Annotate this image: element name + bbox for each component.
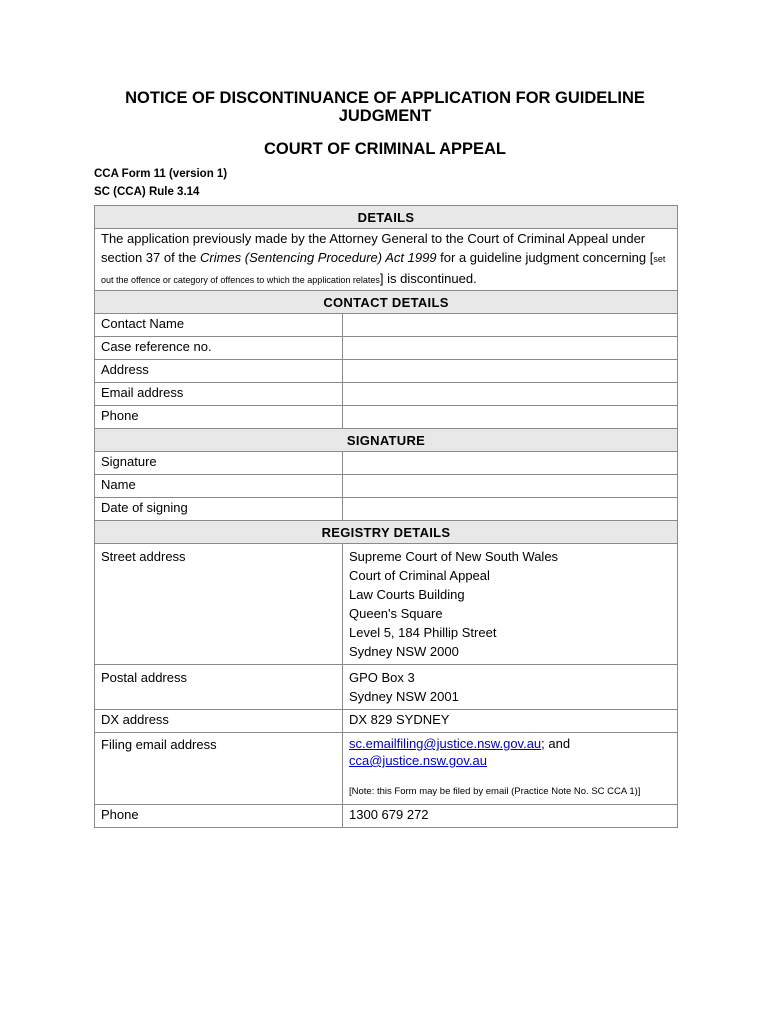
- court-name: COURT OF CRIMINAL APPEAL: [264, 140, 506, 158]
- date-of-signing-field[interactable]: [343, 498, 678, 521]
- signature-field[interactable]: [343, 452, 678, 475]
- case-reference-label: Case reference no.: [95, 337, 343, 360]
- address-label: Address: [95, 360, 343, 383]
- date-of-signing-label: Date of signing: [95, 498, 343, 521]
- name-label: Name: [95, 475, 343, 498]
- street-line: Sydney NSW 2000: [349, 644, 459, 659]
- filing-email-value: [343, 733, 678, 805]
- phone-field[interactable]: [343, 406, 678, 429]
- details-text-1: The application previously made by the Attorney General to the Court of Criminal Appeal under section 37 of the: [101, 231, 646, 265]
- registry-phone-value: 1300 679 272: [343, 805, 678, 828]
- case-reference-field[interactable]: [343, 337, 678, 360]
- registry-phone-label: Phone: [95, 805, 343, 828]
- postal-line: GPO Box 3: [349, 670, 415, 685]
- form-table: [94, 205, 678, 828]
- email-note: [Note: this Form may be filed by email (Practice Note No. SC CCA 1)]: [349, 786, 641, 797]
- rule-reference: SC (CCA) Rule 3.14: [94, 186, 200, 198]
- offence-placeholder[interactable]: set out the offence or category of offences to which the application relates: [101, 254, 666, 285]
- form-title: NOTICE OF DISCONTINUANCE OF APPLICATION FOR GUIDELINE JUDGMENT: [125, 89, 645, 125]
- address-field[interactable]: [343, 360, 678, 383]
- street-address-value: [343, 544, 678, 665]
- postal-address-value: [343, 665, 678, 710]
- email-address-field[interactable]: [343, 383, 678, 406]
- contact-name-label: Contact Name: [95, 314, 343, 337]
- details-paragraph: [95, 229, 678, 291]
- filing-email-label: Filing email address: [95, 733, 343, 805]
- signature-label: Signature: [95, 452, 343, 475]
- contact-name-field[interactable]: [343, 314, 678, 337]
- form-number: CCA Form 11 (version 1): [94, 168, 228, 180]
- email-address-label: Email address: [95, 383, 343, 406]
- street-line: Level 5, 184 Phillip Street: [349, 625, 497, 640]
- street-line: Supreme Court of New South Wales: [349, 549, 559, 564]
- email-separator: ; and: [541, 736, 571, 751]
- dx-address-label: DX address: [95, 710, 343, 733]
- phone-label: Phone: [95, 406, 343, 429]
- postal-line: Sydney NSW 2001: [349, 689, 459, 704]
- name-field[interactable]: [343, 475, 678, 498]
- filing-email-link[interactable]: sc.emailfiling@justice.nsw.gov.au: [349, 736, 542, 751]
- contact-details-header: CONTACT DETAILS: [95, 291, 678, 314]
- details-text-2: for a guideline judgment concerning [: [436, 250, 654, 265]
- street-line: Law Courts Building: [349, 587, 465, 602]
- signature-header: SIGNATURE: [95, 429, 678, 452]
- postal-address-label: Postal address: [95, 665, 343, 710]
- street-line: Queen's Square: [349, 606, 443, 621]
- details-header: DETAILS: [95, 206, 678, 229]
- dx-address-value: DX 829 SYDNEY: [343, 710, 678, 733]
- act-name: Crimes (Sentencing Procedure) Act 1999: [200, 250, 437, 265]
- street-line: Court of Criminal Appeal: [349, 568, 490, 583]
- cca-email-link[interactable]: cca@justice.nsw.gov.au: [349, 753, 487, 768]
- details-text-3: ] is discontinued.: [379, 271, 477, 286]
- registry-details-header: REGISTRY DETAILS: [95, 521, 678, 544]
- street-address-label: Street address: [95, 544, 343, 665]
